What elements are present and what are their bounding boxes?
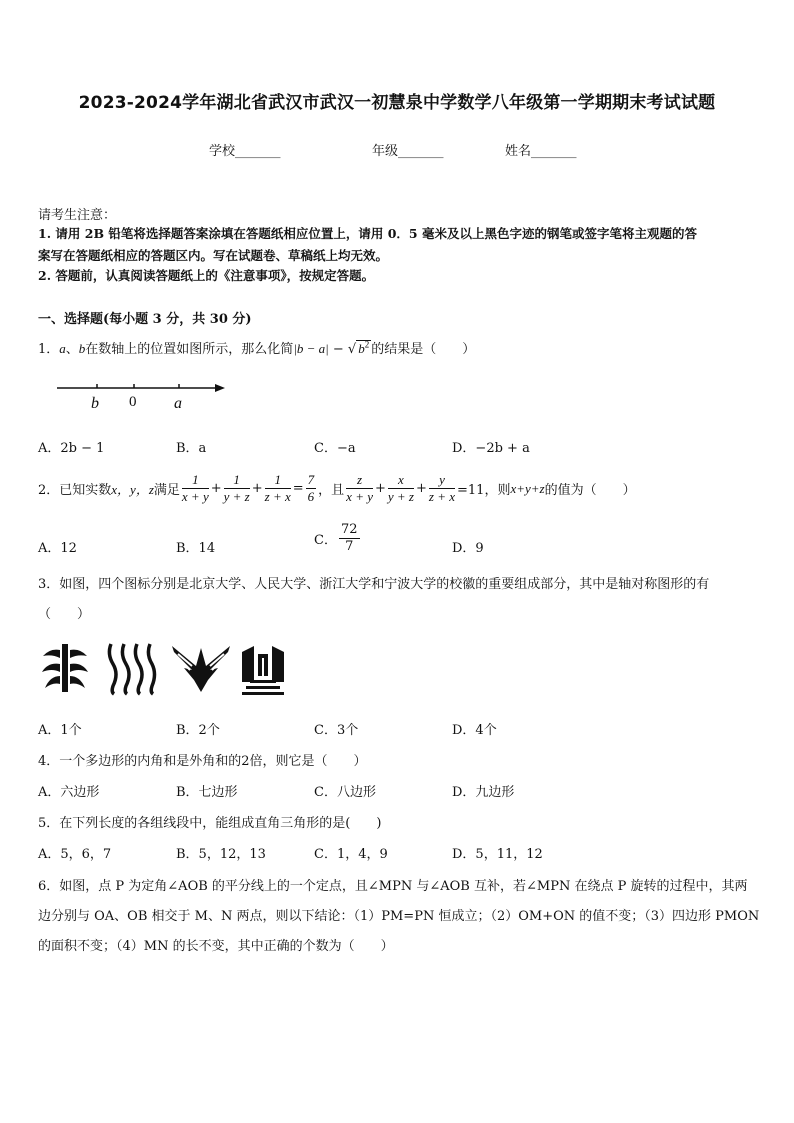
q2-option-c-frac: $\frac{72}{7}$ xyxy=(340,522,358,554)
q6-line-2: 边分别与 OA、OB 相交于 M、N 两点，则以下结论：（1）PM=PN 恒成立；（2）OM+ON 的值不变；（3）四边形 PMON xyxy=(38,909,760,924)
q1-number: 1． xyxy=(38,342,60,357)
q1-var-a: a xyxy=(59,341,66,356)
q2-frac-3: $\frac{1}{z + x}$ xyxy=(264,472,291,504)
label-a: a xyxy=(174,395,182,412)
section-heading: 一、选择题(每小题 3 分，共 30 分) xyxy=(38,312,252,327)
plus-sign: + xyxy=(210,481,222,496)
q2-option-c[interactable] xyxy=(314,522,362,555)
notice-line-2: 2. 答题前，认真阅读答题纸上的《注意事项》，按规定答题。 xyxy=(38,268,375,283)
label-0: 0 xyxy=(129,394,137,410)
school-field: 学校_______ xyxy=(209,144,281,159)
q1-var-b: b xyxy=(78,341,86,356)
q2-eq2: =11，则 xyxy=(457,483,511,498)
q3-option-c[interactable]: C．3个 xyxy=(314,723,359,738)
q4-option-c[interactable]: C．八边形 xyxy=(314,785,376,800)
notice-header: 请考生注意： xyxy=(38,208,117,223)
q4-option-d[interactable]: D．九边形 xyxy=(452,785,515,800)
q2-frac-6: $\frac{y}{z + x}$ xyxy=(428,472,456,504)
q3-option-b[interactable]: B．2个 xyxy=(176,723,220,738)
q2-option-b[interactable]: B．14 xyxy=(176,541,216,556)
q2-option-a[interactable]: A．12 xyxy=(38,541,77,556)
notice-line-1a: 1. 请用 2B 铅笔将选择题答案涂填在答题纸相应位置上，请用 0．5 毫米及以上黑色字迹的钢笔或签字笔将主观题的答 xyxy=(38,226,697,241)
q2-sum: x+y+z xyxy=(510,480,545,496)
q5-option-c[interactable]: C．1，4，9 xyxy=(314,847,388,862)
q1-radicand: $b^2$ xyxy=(358,339,370,356)
plus-sign: + xyxy=(416,481,427,496)
q1-option-a[interactable]: A．2b − 1 xyxy=(38,441,105,456)
q2-and: ，且 xyxy=(318,483,345,498)
q1-abs-expr: |b − a| xyxy=(293,341,329,356)
q1-option-c[interactable]: C．−a xyxy=(314,441,356,456)
plus-sign: + xyxy=(374,481,386,496)
ningbo-university-emblem xyxy=(240,642,286,696)
exam-title: 2023-2024学年湖北省武汉市武汉一初慧泉中学数学八年级第一学期期末考试试题 xyxy=(78,93,716,113)
question-1 xyxy=(38,338,475,357)
q2-frac-2: $\frac{1}{y + z}$ xyxy=(223,472,250,504)
q2-vars: x，y，z xyxy=(111,482,154,497)
q2-frac-5: $\frac{x}{y + z}$ xyxy=(387,472,414,504)
q4-option-a[interactable]: A．六边形 xyxy=(38,785,100,800)
q2-option-c-label: C． xyxy=(314,533,337,548)
q6-line-1: 6．如图，点 P 为定角∠AOB 的平分线上的一个定点，且∠MPN 与∠AOB 互补，若∠MPN 在绕点 P 旋转的过程中，其两 xyxy=(38,879,748,894)
q1-post: 的结果是（ ） xyxy=(371,342,476,357)
plus-sign: + xyxy=(251,481,263,496)
q3-option-a[interactable]: A．1个 xyxy=(38,723,82,738)
renmin-university-emblem xyxy=(105,640,157,696)
q2-frac-1: $\frac{1}{x + y}$ xyxy=(181,472,209,504)
question-5: 5．在下列长度的各组线段中，能组成直角三角形的是( ) xyxy=(38,816,382,831)
name-field: 姓名_______ xyxy=(505,144,577,159)
q4-option-b[interactable]: B．七边形 xyxy=(176,785,238,800)
q1-option-d[interactable]: D．−2b + a xyxy=(452,441,530,456)
q2-mid: 满足 xyxy=(153,483,180,498)
peking-university-emblem xyxy=(40,642,90,694)
q1-text: 在数轴上的位置如图所示，那么化简 xyxy=(85,342,294,357)
q2-frac-4: $\frac{z}{x + y}$ xyxy=(346,472,373,504)
q5-option-d[interactable]: D．5，11，12 xyxy=(452,847,543,862)
q3-line-2: （ ） xyxy=(38,607,91,622)
number-line-arrow xyxy=(215,384,225,392)
q1-minus: − xyxy=(328,342,348,357)
q6-line-3: 的面积不变；（4）MN 的长不变，其中正确的个数为（ ） xyxy=(38,939,394,954)
question-4: 4．一个多边形的内角和是外角和的2倍，则它是（ ） xyxy=(38,754,367,769)
label-b: b xyxy=(91,395,99,412)
equals-sign: = xyxy=(292,481,304,496)
number-line xyxy=(55,378,235,418)
q1-sep: 、 xyxy=(65,342,79,357)
q2-post: 的值为（ ） xyxy=(544,483,636,498)
q2-option-d[interactable]: D．9 xyxy=(452,541,484,556)
q2-number: 2．已知实数 xyxy=(38,483,112,498)
question-2 xyxy=(38,472,636,505)
q3-option-d[interactable]: D．4个 xyxy=(452,723,497,738)
q5-option-b[interactable]: B．5，12，13 xyxy=(176,847,266,862)
q2-frac-result: $\frac{7}{6}$ xyxy=(307,472,315,504)
sqrt-icon: √ xyxy=(347,342,357,357)
grade-field: 年级_______ xyxy=(372,144,444,159)
q5-option-a[interactable]: A．5，6，7 xyxy=(38,847,112,862)
q3-line-1: 3．如图，四个图标分别是北京大学、人民大学、浙江大学和宁波大学的校徽的重要组成部分，其中是轴对称图形的有 xyxy=(38,577,710,592)
zhejiang-university-emblem xyxy=(170,644,232,694)
q1-option-b[interactable]: B．a xyxy=(176,441,207,456)
notice-line-1b: 案写在答题纸相应的答题区内。写在试题卷、草稿纸上均无效。 xyxy=(38,248,389,263)
